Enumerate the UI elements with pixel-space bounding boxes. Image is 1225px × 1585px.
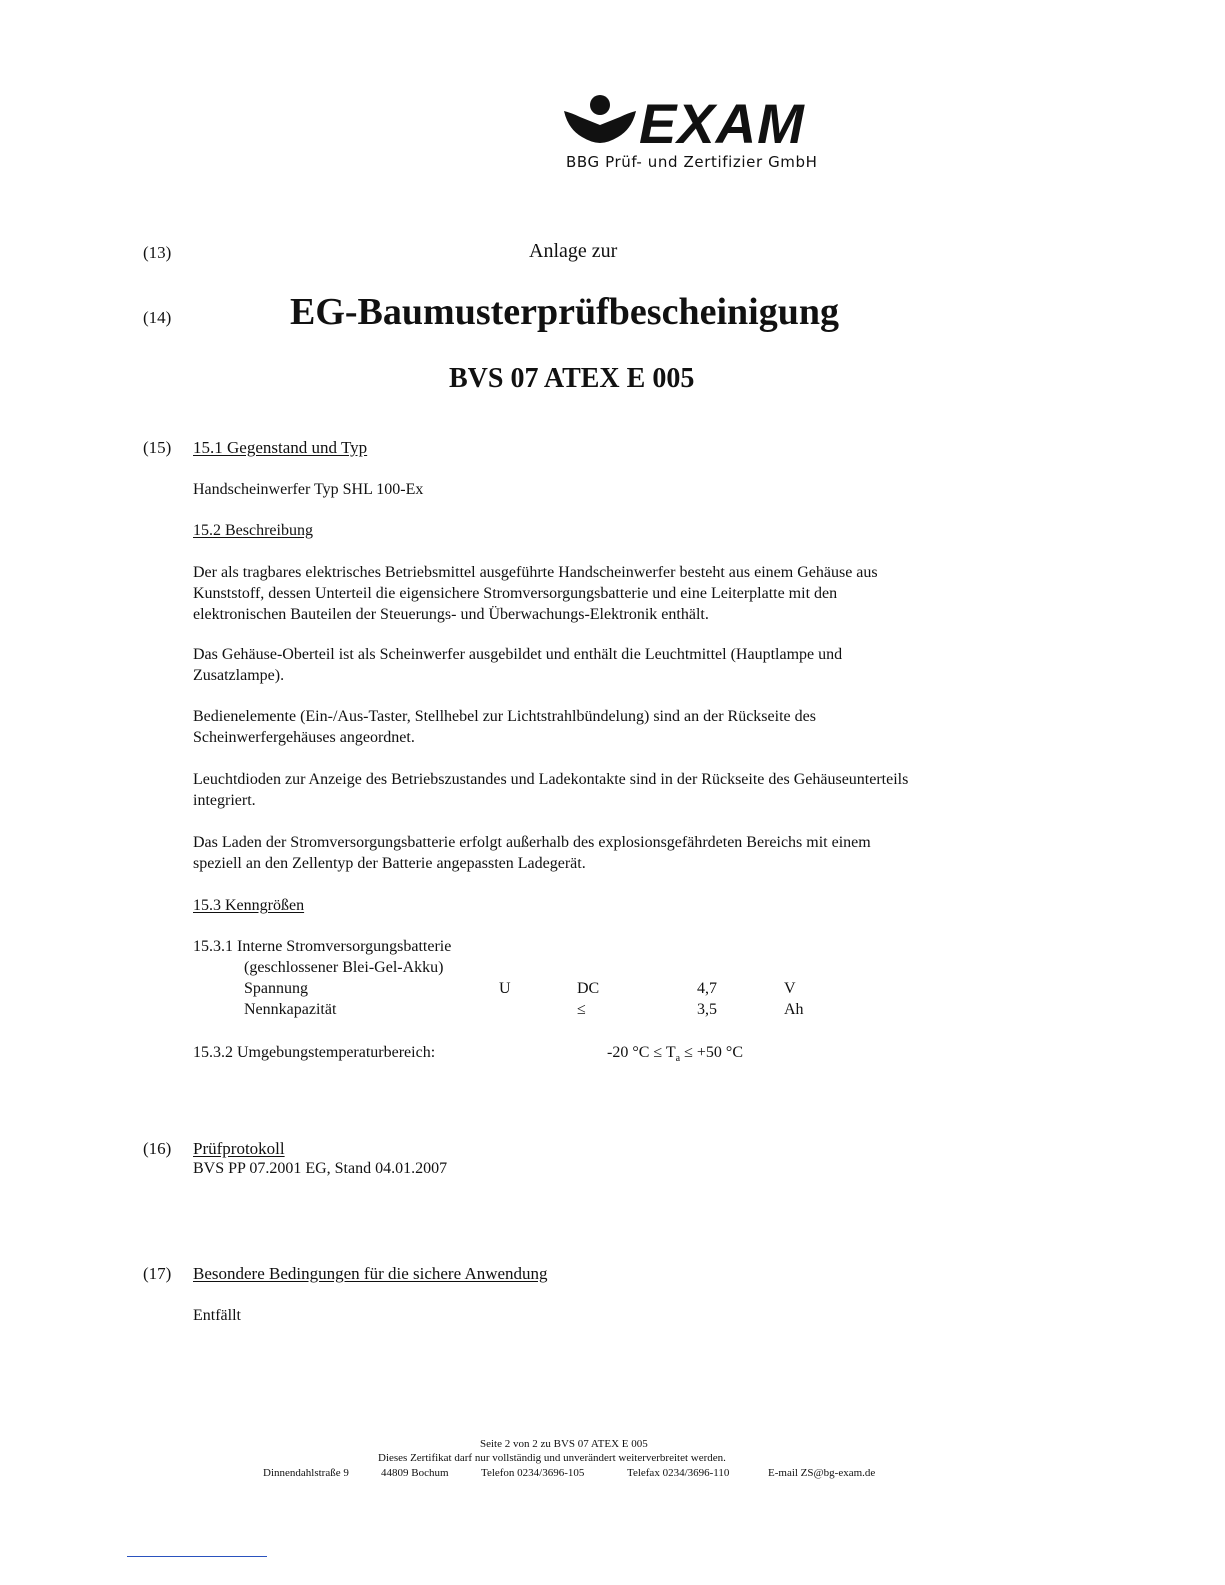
temperature-range: -20 $^\circ C \le T_a \le +50$ °C [607, 1044, 743, 1065]
logo-subtitle: BBG Prüf- und Zertifizier GmbH [566, 153, 818, 171]
product-type: Handscheinwerfer Typ SHL 100-Ex [193, 481, 424, 498]
paragraph-line: speziell an den Zellentyp der Batterie angepassten Ladegerät. [193, 855, 586, 872]
paragraph-line: Zusatzlampe). [193, 667, 285, 684]
row-spannung-unit: V [784, 980, 796, 997]
footer-phone: Telefon 0234/3696-105 [481, 1467, 585, 1479]
description-paragraph-3 [193, 706, 816, 748]
bottom-divider [127, 1556, 267, 1557]
paragraph-line: Scheinwerfergehäuses angeordnet. [193, 729, 415, 746]
document-title: EG-Baumusterprüfbescheinigung [290, 291, 839, 333]
description-paragraph-2 [193, 644, 842, 686]
row-spannung-value: 4,7 [697, 980, 717, 997]
row-spannung-symbol: U [499, 980, 511, 997]
row-spannung-operator: DC [577, 980, 600, 997]
heading-15-3: 15.3 Kenngrößen [193, 897, 305, 914]
section-number-17: (17) [143, 1264, 172, 1283]
special-conditions-heading: Besondere Bedingungen für die sichere Anwendung [193, 1264, 548, 1283]
intro-text: Anlage zur [529, 240, 618, 262]
paragraph-line: Kunststoff, dessen Unterteil die eigensichere Stromversorgungsbatterie und eine Leiterplatte mit den [193, 585, 838, 602]
test-report-reference: BVS PP 07.2001 EG, Stand 04.01.2007 [193, 1160, 448, 1177]
special-conditions-text: Entfällt [193, 1307, 241, 1324]
section-number-16: (16) [143, 1139, 172, 1158]
row-kapazitaet-value: 3,5 [697, 1001, 717, 1018]
description-paragraph-1 [193, 562, 878, 625]
description-paragraph-5 [193, 832, 871, 874]
heading-15-2: 15.2 Beschreibung [193, 522, 313, 539]
battery-label: 15.3.1 Interne Stromversorgungsbatterie [193, 938, 452, 955]
paragraph-line: Das Gehäuse-Oberteil ist als Scheinwerfer ausgebildet und enthält die Leuchtmittel (Hauptlampe und [193, 646, 843, 663]
footer-page-info: Seite 2 von 2 zu BVS 07 ATEX E 005 [480, 1438, 648, 1450]
person-bowl-icon [562, 95, 637, 143]
footer-fax: Telefax 0234/3696-110 [627, 1467, 730, 1479]
paragraph-line: Bedienelemente (Ein-/Aus-Taster, Stellhebel zur Lichtstrahlbündelung) sind an der Rückseite des [193, 708, 816, 725]
paragraph-line: Das Laden der Stromversorgungsbatterie erfolgt außerhalb des explosionsgefährdeten Bereichs mit einem [193, 834, 871, 851]
footer-city: 44809 Bochum [381, 1467, 449, 1479]
certificate-number: BVS 07 ATEX E 005 [449, 363, 695, 394]
footer-email: E-mail ZS@bg-exam.de [768, 1467, 876, 1479]
section-number-13: (13) [143, 243, 172, 262]
footer-street: Dinnendahlstraße 9 [263, 1467, 349, 1479]
section-number-14: (14) [143, 308, 172, 327]
heading-15-1: 15.1 Gegenstand und Typ [193, 438, 368, 457]
logo-brand: EXAM [639, 92, 805, 155]
description-paragraph-4 [193, 769, 908, 811]
battery-type: (geschlossener Blei-Gel-Akku) [244, 959, 444, 976]
footer-notice: Dieses Zertifikat darf nur vollständig und unverändert weiterverbreitet werden. [378, 1452, 726, 1464]
paragraph-line: integriert. [193, 792, 256, 809]
section-number-15: (15) [143, 438, 172, 457]
row-kapazitaet-unit: Ah [784, 1001, 804, 1018]
paragraph-line: Der als tragbares elektrisches Betriebsmittel ausgeführte Handscheinwerfer besteht aus einem Gehäuse aus [193, 564, 878, 581]
paragraph-line: elektronischen Bauteilen der Steuerungs- und Überwachungs-Elektronik enthält. [193, 606, 709, 623]
row-kapazitaet-operator: ≤ [577, 1001, 586, 1018]
row-spannung-name: Spannung [244, 980, 308, 997]
temperature-label: 15.3.2 Umgebungstemperaturbereich: [193, 1044, 436, 1061]
row-kapazitaet-name: Nennkapazität [244, 1001, 337, 1018]
paragraph-line: Leuchtdioden zur Anzeige des Betriebszustandes und Ladekontakte sind in der Rückseite des Gehäuseunterteils [193, 771, 909, 788]
test-report-heading: Prüfprotokoll [193, 1139, 285, 1158]
